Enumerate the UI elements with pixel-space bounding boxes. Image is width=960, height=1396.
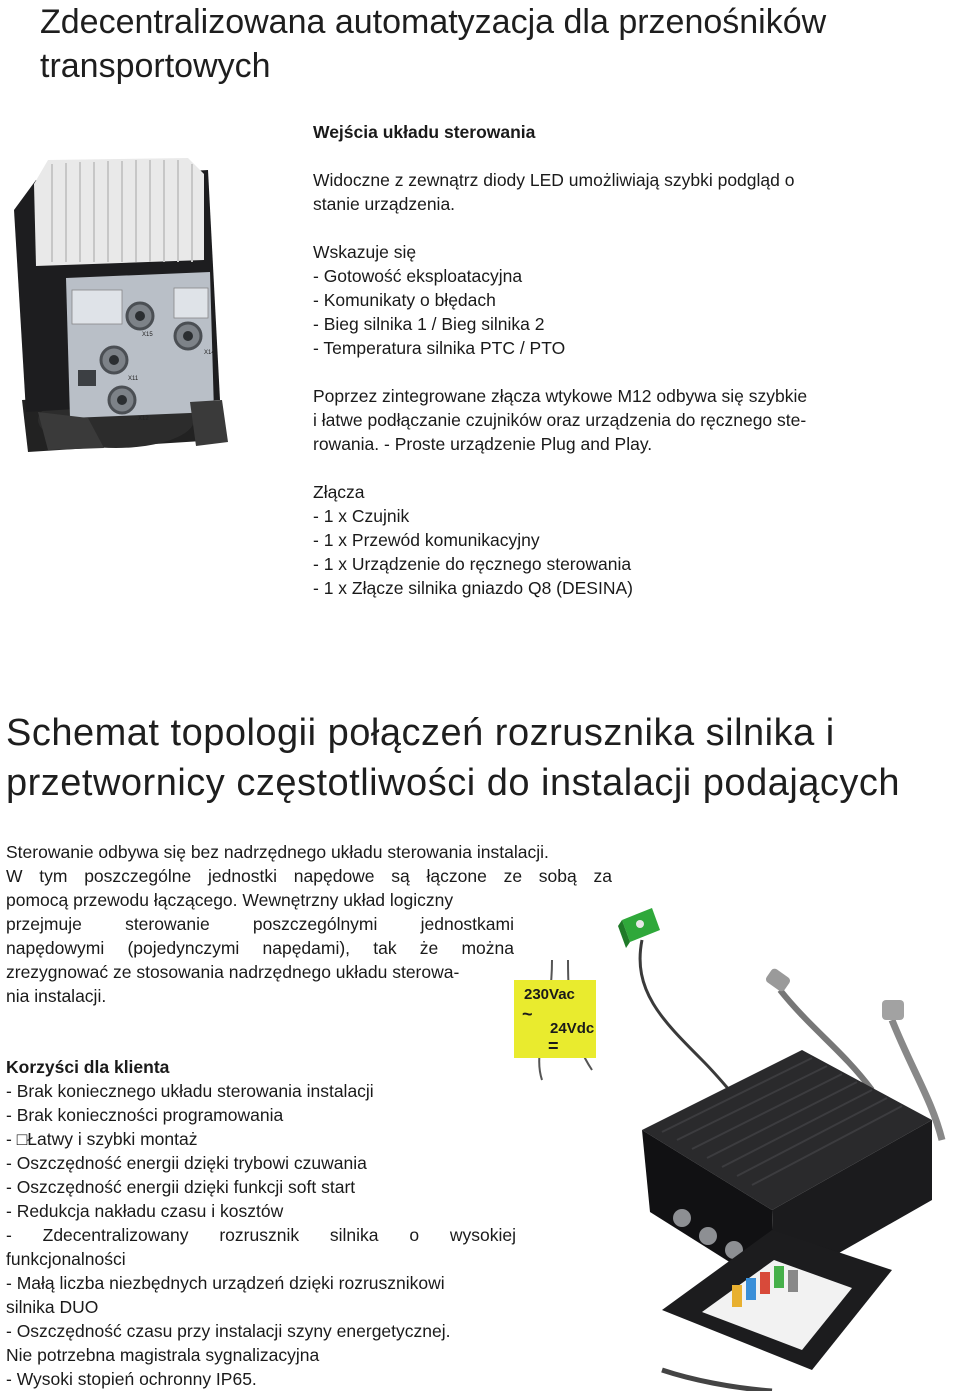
schema-paragraph-line: pomocą przewodu łączącego. Wewnętrzny układ logiczny <box>6 890 454 910</box>
benefits-item: - Zdecentralizowany rozrusznik silnika o wysokiej <box>6 1225 516 1245</box>
benefits-item: - Oszczędność energii dzięki trybowi czuwania <box>6 1153 367 1173</box>
indicates-line: Wskazuje się <box>313 242 417 262</box>
voltage-label-equals: = <box>548 1036 559 1056</box>
schema-paragraph-line: napędowymi (pojedynczymi napędami), tak że można <box>6 938 514 958</box>
page-title <box>40 0 826 88</box>
schema-paragraph-line: nia instalacji. <box>6 986 107 1006</box>
schema-paragraph-line: zrezygnować ze stosowania nadrzędnego układu sterowa- <box>6 962 460 982</box>
connectors-line: - 1 x Złącze silnika gniazdo Q8 (DESINA) <box>313 578 633 598</box>
m12-text-line: rowania. - Proste urządzenie Plug and Play. <box>313 434 653 454</box>
benefits-item: - Oszczędność czasu przy instalacji szyny energetycznej. <box>6 1321 451 1341</box>
page-title-line1: Zdecentralizowana automatyzacja dla przenośników <box>40 3 827 41</box>
led-text-line: Widoczne z zewnątrz diody LED umożliwiają szybki podgląd o <box>313 170 795 190</box>
indicates-line: - Temperatura silnika PTC / PTO <box>313 338 566 358</box>
m12-text-line: Poprzez zintegrowane złącza wtykowe M12 odbywa się szybkie <box>313 386 808 406</box>
benefits-item: Nie potrzebna magistrala sygnalizacyjna <box>6 1345 320 1365</box>
schema-paragraph-line: przejmuje sterowanie poszczególnymi jednostkami <box>6 914 514 934</box>
schema-paragraph-line: W tym poszczególne jednostki napędowe są łączone ze sobą za <box>6 866 612 886</box>
led-text-line: stanie urządzenia. <box>313 194 456 214</box>
schema-title-line1: Schemat topologii połączeń rozrusznika silnika i <box>6 712 835 754</box>
indicates-line: - Komunikaty o błędach <box>313 290 496 310</box>
motor-starter-photo <box>8 150 230 455</box>
schema-paragraph-line: Sterowanie odbywa się bez nadrzędnego układu sterowania instalacji. <box>6 842 549 862</box>
schema-title <box>6 708 900 808</box>
page-title-line2: transportowych <box>40 47 271 85</box>
benefits-item: - Oszczędność energii dzięki funkcji soft start <box>6 1177 356 1197</box>
benefits-item: funkcjonalności <box>6 1249 126 1269</box>
voltage-label-dc: 24Vdc <box>550 1020 595 1037</box>
topology-drawing <box>512 900 960 1391</box>
connectors-line: Złącza <box>313 482 365 502</box>
benefits-item: - Redukcja nakładu czasu i kosztów <box>6 1201 284 1221</box>
connector-label-x14: X14 <box>204 350 215 356</box>
control-inputs-heading: Wejścia układu sterowania <box>313 122 536 142</box>
indicates-line: - Bieg silnika 1 / Bieg silnika 2 <box>313 314 545 334</box>
voltage-label-ac: 230Vac <box>524 986 575 1003</box>
indicates-line: - Gotowość eksploatacyjna <box>313 266 523 286</box>
motor-starter-illustration <box>8 150 230 455</box>
connectors-line: - 1 x Urządzenie do ręcznego sterowania <box>313 554 632 574</box>
voltage-label-tilde: ~ <box>522 1004 533 1024</box>
connectors-line: - 1 x Czujnik <box>313 506 410 526</box>
benefits-item: - □Łatwy i szybki montaż <box>6 1129 198 1149</box>
customer-benefits <box>6 1055 518 1391</box>
voltage-label <box>514 980 596 1058</box>
control-inputs-section <box>313 120 913 600</box>
m12-text-line: i łatwe podłączanie czujników oraz urządzenia do ręcznego ste- <box>313 410 807 430</box>
connector-label-x15: X15 <box>142 332 153 338</box>
benefits-item: - Brak koniecznego układu sterowania instalacji <box>6 1081 374 1101</box>
benefits-heading: Korzyści dla klienta <box>6 1057 170 1077</box>
benefits-item: - Wysoki stopień ochronny IP65. <box>6 1369 257 1389</box>
connector-label-x11: X11 <box>128 376 139 382</box>
connectors-line: - 1 x Przewód komunikacyjny <box>313 530 540 550</box>
benefits-item: - Brak konieczności programowania <box>6 1105 284 1125</box>
connector-label-x12: X12 <box>138 416 149 422</box>
schema-title-line2: przetwornicy częstotliwości do instalacji podających <box>6 762 901 804</box>
benefits-item: - Małą liczba niezbędnych urządzeń dzięki rozrusznikowi <box>6 1273 445 1293</box>
topology-illustration <box>512 900 960 1391</box>
benefits-item: silnika DUO <box>6 1297 99 1317</box>
